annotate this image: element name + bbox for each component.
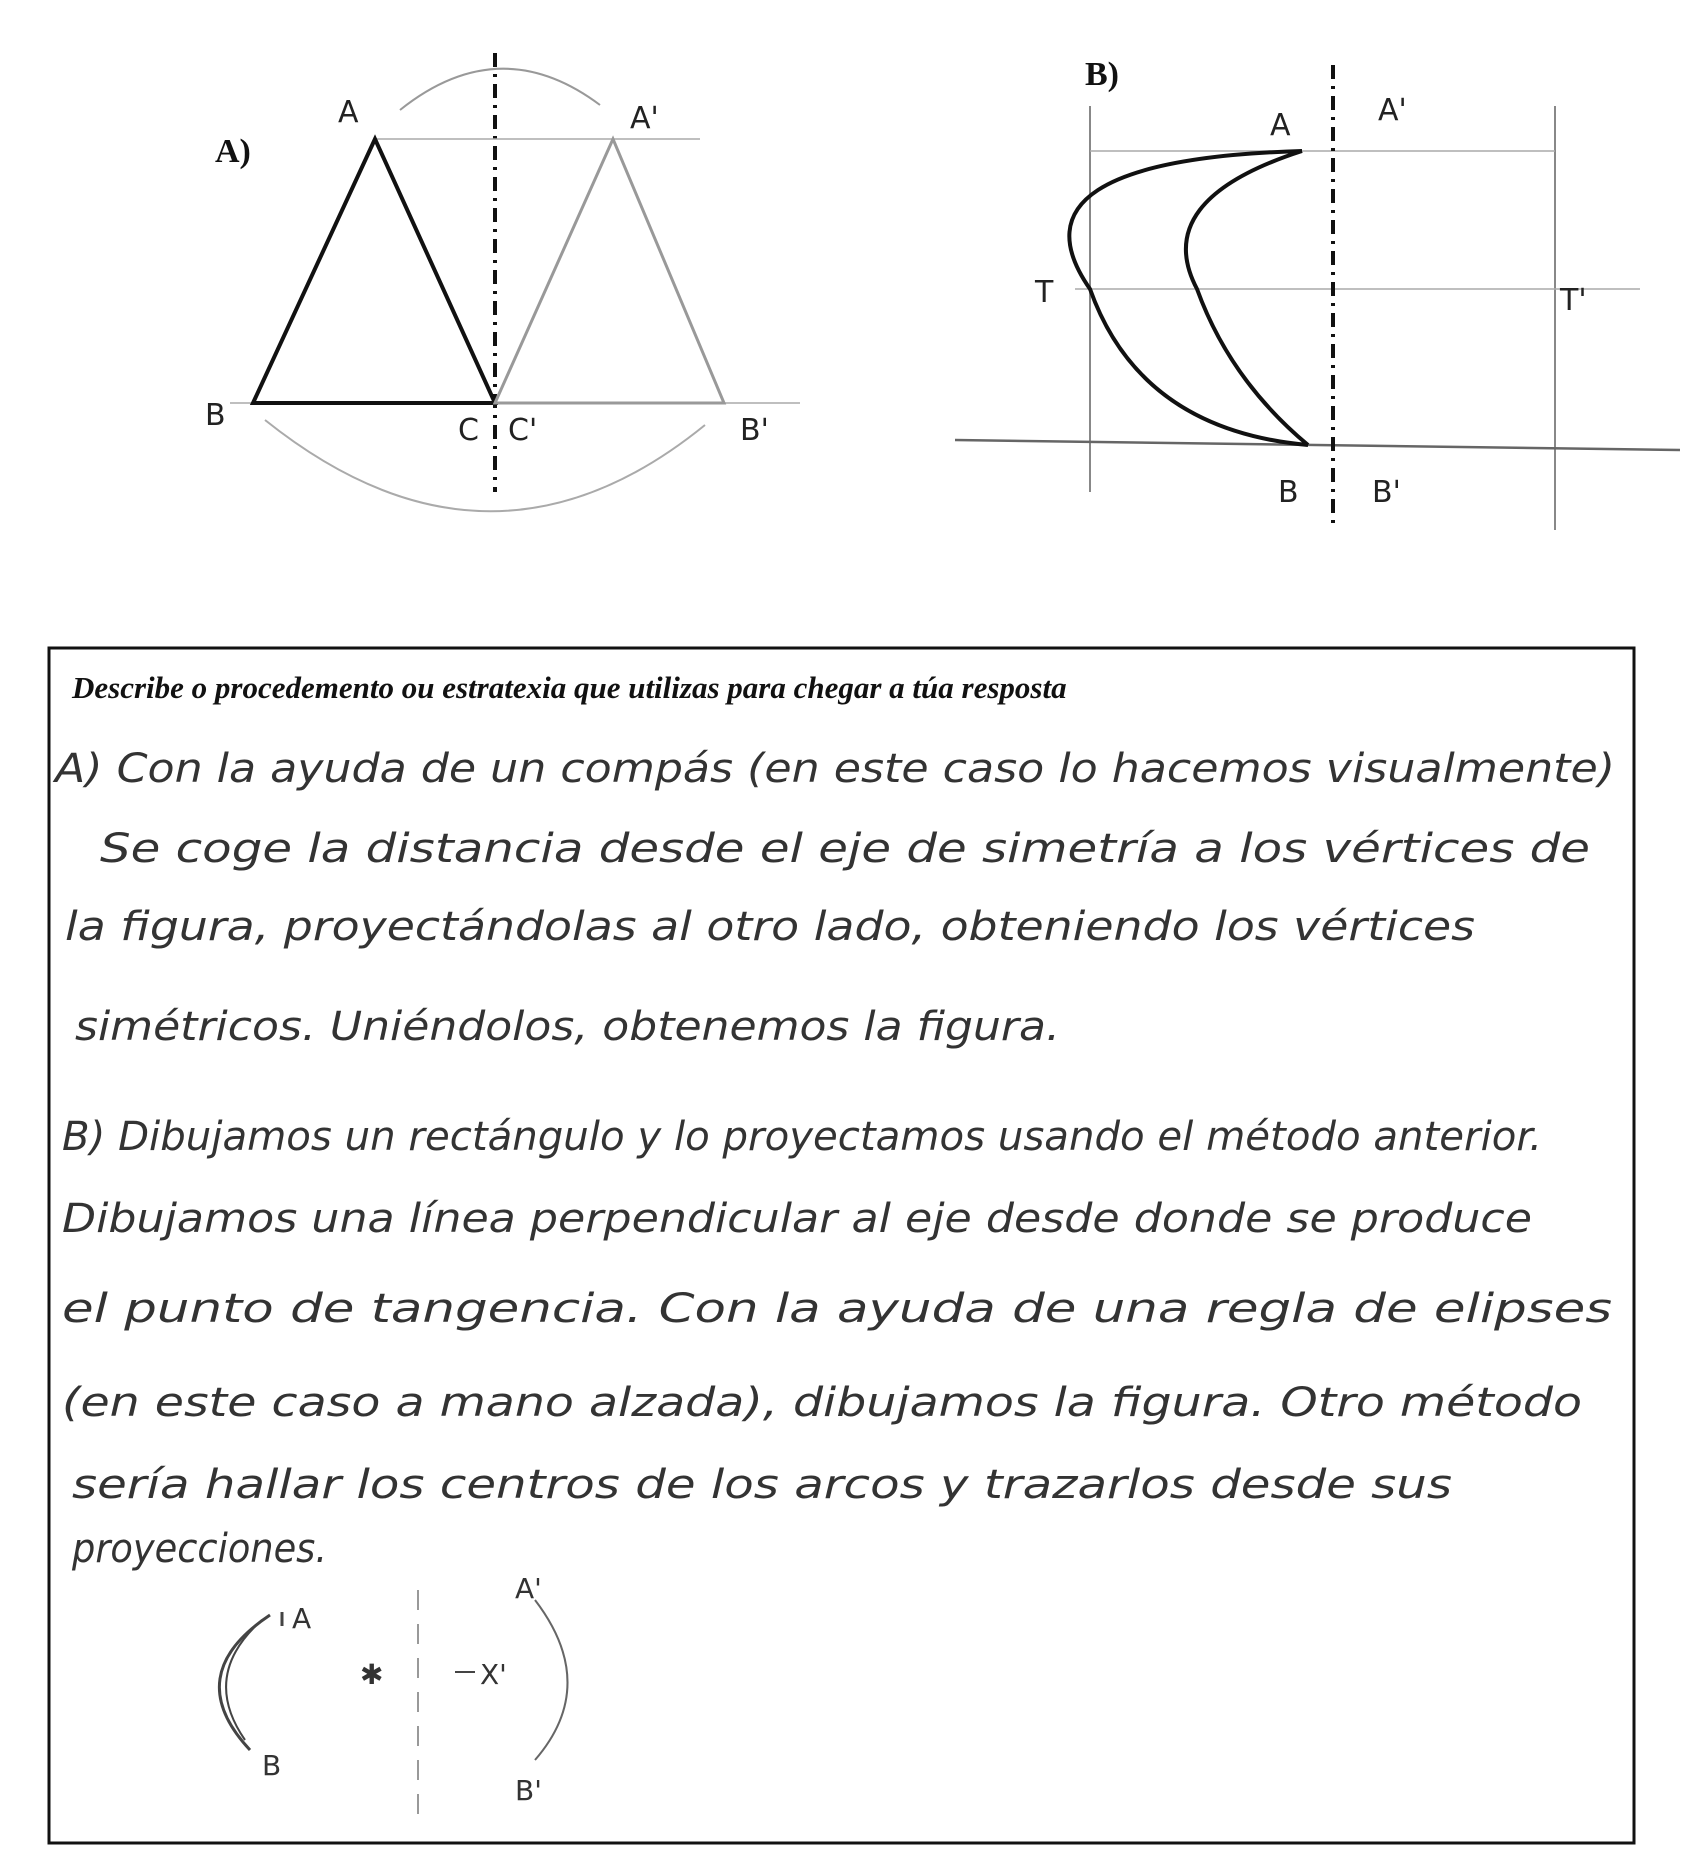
figure-b — [955, 56, 1680, 530]
crescent-inner-arc — [1186, 151, 1308, 445]
sketch-label-b: B — [262, 1749, 282, 1782]
projection-arc — [400, 69, 600, 110]
sketch-label-b-prime: B' — [515, 1774, 542, 1807]
answer-prompt: Describe o procedemento ou estratexia que utilizas para chegar a túa resposta — [72, 670, 1067, 705]
sketch-label-a: A — [292, 1602, 312, 1635]
vertex-label-t-prime: T' — [1560, 283, 1587, 318]
vertex-label-c-prime: C' — [508, 413, 538, 448]
answer-line: sería hallar los centros de los arcos y trazarlos desde sus — [72, 1462, 1452, 1508]
sketch-arc-reflected — [535, 1600, 568, 1760]
answer-line: proyecciones. — [71, 1526, 328, 1572]
vertex-label-b-prime: B' — [740, 413, 769, 448]
vertex-label-b: B — [205, 398, 226, 433]
center-mark-icon: ✱ — [360, 1658, 384, 1691]
vertex-label-c: C — [458, 413, 479, 448]
triangle-reflected — [495, 139, 724, 403]
answer-sketch — [219, 1572, 567, 1825]
answer-line: A) Con la ayuda de un compás (en este caso lo hacemos visualmente) — [51, 746, 1615, 792]
answer-line: B) Dibujamos un rectángulo y lo proyectamos usando el método anterior. — [62, 1114, 1542, 1160]
answer-line: el punto de tangencia. Con la ayuda de una regla de elipses — [62, 1286, 1612, 1332]
sketch-arc — [226, 1620, 262, 1740]
answer-line: Se coge la distancia desde el eje de simetría a los vértices de — [100, 826, 1590, 872]
crescent-outer-arc — [1069, 151, 1308, 445]
sketch-label-a-prime: A' — [515, 1572, 542, 1605]
figure-a-title: A) — [215, 133, 251, 170]
guide-line — [955, 440, 1680, 450]
vertex-label-a: A — [338, 95, 359, 130]
vertex-label-b-prime: B' — [1372, 475, 1401, 510]
sketch-label-x-prime: X' — [480, 1658, 507, 1691]
triangle-original — [253, 139, 495, 403]
figure-b-title: B) — [1085, 56, 1119, 93]
vertex-label-a: A — [1270, 108, 1291, 143]
projection-arc — [265, 420, 705, 511]
answer-line: Dibujamos una línea perpendicular al eje desde donde se produce — [62, 1196, 1532, 1242]
answer-line: (en este caso a mano alzada), dibujamos la figura. Otro método — [62, 1380, 1582, 1426]
vertex-label-b: B — [1278, 475, 1299, 510]
answer-box — [49, 648, 1634, 1843]
vertex-label-a-prime: A' — [630, 101, 659, 136]
vertex-label-a-prime: A' — [1378, 93, 1407, 128]
figure-a — [205, 53, 800, 511]
vertex-label-t: T — [1035, 275, 1054, 310]
answer-line: la figura, proyectándolas al otro lado, obteniendo los vértices — [65, 904, 1475, 950]
answer-line: simétricos. Uniéndolos, obtenemos la figura. — [75, 1004, 1060, 1050]
